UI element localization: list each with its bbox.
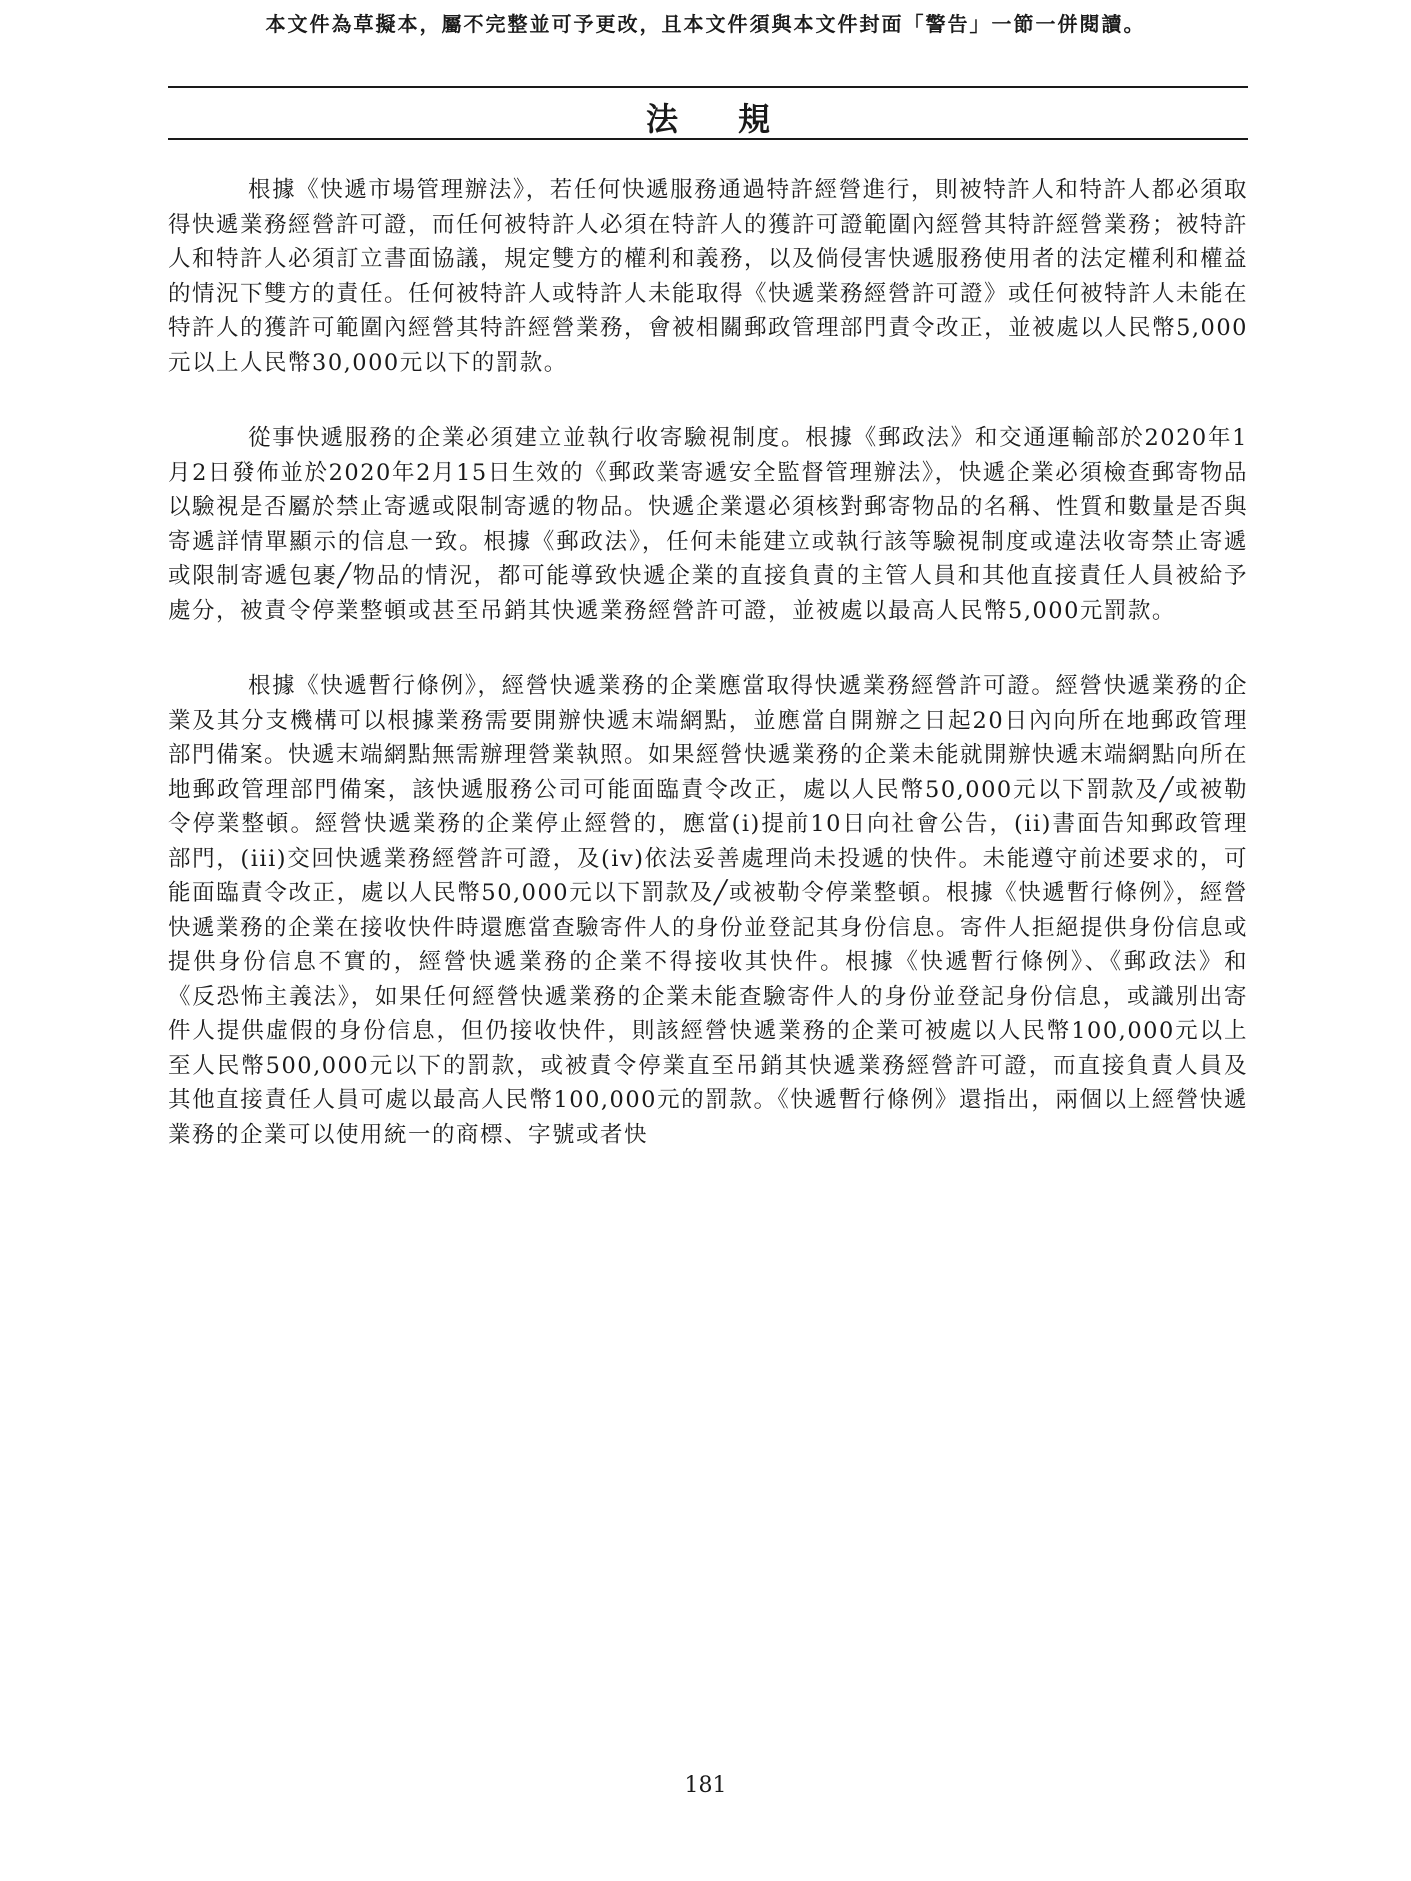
- title-rule-bottom: [168, 138, 1248, 140]
- body-text: [168, 173, 1248, 1193]
- section-title: 法規: [645, 100, 830, 138]
- paragraph-interim-regulations: 根據《快遞暫行條例》，經營快遞業務的企業應當取得快遞業務經營許可證。經營快遞業務的企業及其分支機構可以根據業務需要開辦快遞末端網點，並應當自開辦之日起20日內向所在地郵政管理部門備案。快遞末端網點無需辦理營業執照。如果經營快遞業務的企業未能就開辦快遞末端網點向所在地郵政管理部門備案，該快遞服務公司可能面臨責令改正，處以人民幣50,000元以下罰款及╱或被勒令停業整頓。經營快遞業務的企業停止經營的，應當(i)提前10日向社會公告，(ii)書面告知郵政管理部門，(iii)交回快遞業務經營許可證，及(iv)依法妥善處理尚未投遞的快件。未能遵守前述要求的，可能面臨責令改正，處以人民幣50,000元以下罰款及╱或被勒令停業整頓。根據《快遞暫行條例》，經營快遞業務的企業在接收快件時還應當查驗寄件人的身份並登記其身份信息。寄件人拒絕提供身份信息或提供身份信息不實的，經營快遞業務的企業不得接收其快件。根據《快遞暫行條例》、《郵政法》和《反恐怖主義法》，如果任何經營快遞業務的企業未能查驗寄件人的身份並登記身份信息，或識別出寄件人提供虛假的身份信息，但仍接收快件，則該經營快遞業務的企業可被處以人民幣100,000元以上至人民幣500,000元以下的罰款，或被責令停業直至吊銷其快遞業務經營許可證，而直接負責人員及其他直接責任人員可處以最高人民幣100,000元的罰款。《快遞暫行條例》還指出，兩個以上經營快遞業務的企業可以使用統一的商標、字號或者快: [168, 673, 1249, 1148]
- paragraph-inspection: 從事快遞服務的企業必須建立並執行收寄驗視制度。根據《郵政法》和交通運輸部於2020年1月2日發佈並於2020年2月15日生效的《郵政業寄遞安全監督管理辦法》，快遞企業必須檢查郵寄物品以驗視是否屬於禁止寄遞或限制寄遞的物品。快遞企業還必須核對郵寄物品的名稱、性質和數量是否與寄遞詳情單顯示的信息一致。根據《郵政法》，任何未能建立或執行該等驗視制度或違法收寄禁止寄遞或限制寄遞包裹╱物品的情況，都可能導致快遞企業的直接負責的主管人員和其他直接責任人員被給予處分，被責令停業整頓或甚至吊銷其快遞業務經營許可證，並被處以最高人民幣5,000元罰款。: [168, 425, 1249, 624]
- page-number: 181: [684, 1773, 727, 1798]
- paragraph-franchise: 根據《快遞市場管理辦法》，若任何快遞服務通過特許經營進行，則被特許人和特許人都必須取得快遞業務經營許可證，而任何被特許人必須在特許人的獲許可證範圍內經營其特許經營業務；被特許人和特許人必須訂立書面協議，規定雙方的權利和義務，以及倘侵害快遞服務使用者的法定權利和權益的情況下雙方的責任。任何被特許人或特許人未能取得《快遞業務經營許可證》或任何被特許人未能在特許人的獲許可範圍內經營其特許經營業務，會被相關郵政管理部門責令改正，並被處以人民幣5,000元以上人民幣30,000元以下的罰款。: [168, 177, 1249, 376]
- draft-disclaimer: 本文件為草擬本，屬不完整並可予更改，且本文件須與本文件封面「警告」一節一併閱讀。: [265, 12, 1146, 36]
- title-rule-top: [168, 86, 1248, 88]
